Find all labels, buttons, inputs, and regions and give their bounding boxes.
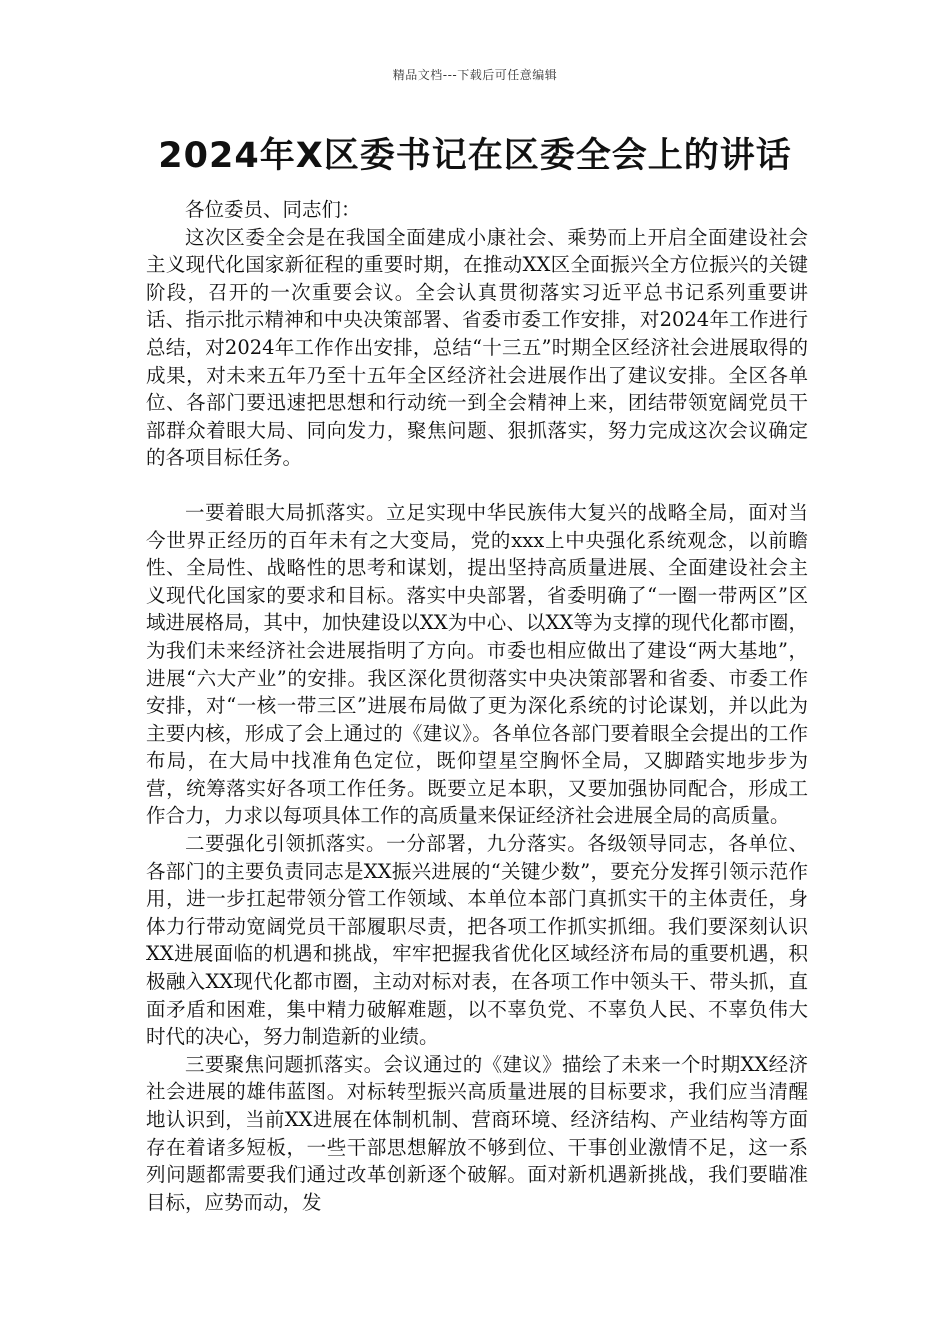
document-body	[146, 196, 808, 1216]
paragraph-intro: 这次区委全会是在我国全面建成小康社会、乘势而上开启全面建设社会主义现代化国家新征程的重要时期，在推动XX区全面振兴全方位振兴的关键阶段，召开的一次重要会议。全会认真贯彻落实习近平总书记系列重要讲话、指示批示精神和中央决策部署、省委市委工作安排，对2024年工作进行总结，对2024年工作作出安排，总结“十三五”时期全区经济社会进展取得的成果，对未来五年乃至十五年全区经济社会进展作出了建议安排。全区各单位、各部门要迅速把思想和行动统一到全会精神上来，团结带领宽阔党员干部群众着眼大局、同向发力，聚焦问题、狠抓落实，努力完成这次会议确定的各项目标任务。	[146, 225, 808, 470]
paragraph-point-1: 一要着眼大局抓落实。立足实现中华民族伟大复兴的战略全局，面对当今世界正经历的百年未有之大变局，党的xxx上中央强化系统观念，以前瞻性、全局性、战略性的思考和谋划，提出坚持高质量进展、全面建设社会主义现代化国家的要求和目标。落实中央部署，省委明确了“一圈一带两区”区域进展格局，其中，加快建设以XX为中心、以XX等为支撑的现代化都市圈，为我们未来经济社会进展指明了方向。市委也相应做出了建设“两大基地”，进展“六大产业”的安排。我区深化贯彻落实中央决策部署和省委、市委工作安排，对“一核一带三区”进展布局做了更为深化系统的讨论谋划，并以此为主要内核，形成了会上通过的《建议》。各单位各部门要着眼全会提出的工作布局，在大局中找准角色定位，既仰望星空胸怀全局，又脚踏实地步步为营，统筹落实好各项工作任务。既要立足本职，又要加强协同配合，形成工作合力，力求以每项具体工作的高质量来保证经济社会进展全局的高质量。	[146, 500, 808, 828]
paragraph-point-2: 二要强化引领抓落实。一分部署，九分落实。各级领导同志，各单位、各部门的主要负责同志是XX振兴进展的“关键少数”，要充分发挥引领示范作用，进一步扛起带领分管工作领域、本单位本部门真抓实干的主体责任，身体力行带动宽阔党员干部履职尽责，把各项工作抓实抓细。我们要深刻认识XX进展面临的机遇和挑战，牢牢把握我省优化区域经济布局的重要机遇，积极融入XX现代化都市圈，主动对标对表，在各项工作中领头干、带头抓，直面矛盾和困难，集中精力破解难题，以不辜负党、不辜负人民、不辜负伟大时代的决心，努力制造新的业绩。	[146, 832, 808, 1049]
paragraph-point-3: 三要聚焦问题抓落实。会议通过的《建议》描绘了未来一个时期XX经济社会进展的雄伟蓝图。对标转型振兴高质量进展的目标要求，我们应当清醒地认识到，当前XX进展在体制机制、营商环境、经济结构、产业结构等方面存在着诸多短板，一些干部思想解放不够到位、干事创业激情不足，这一系列问题都需要我们通过改革创新逐个破解。面对新机遇新挑战，我们要瞄准目标，应势而动，发	[146, 1052, 808, 1214]
document-title: 2024年X区委书记在区委全会上的讲话	[158, 136, 792, 176]
header-note: 精品文档---下载后可任意编辑	[392, 68, 558, 82]
paragraph-greeting: 各位委员、同志们：	[185, 198, 361, 221]
